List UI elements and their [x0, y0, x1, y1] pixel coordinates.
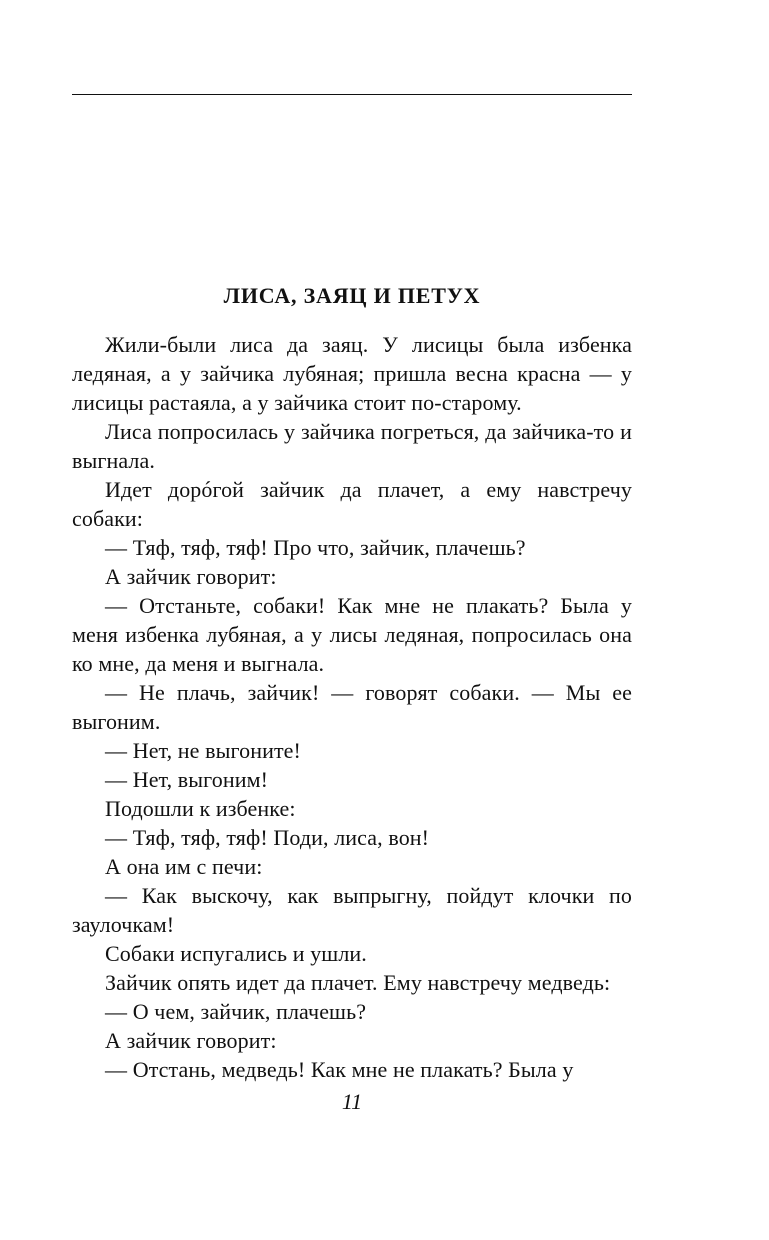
paragraph: Жили-были лиса да заяц. У лисицы была избенка ледяная, а у зайчика лубяная; пришла весна красна — у лисицы растаяла, а у зайчика стоит по-старому. [72, 332, 632, 415]
paragraph: — Тяф, тяф, тяф! Про что, зайчик, плачешь? [105, 535, 526, 560]
paragraph: — Нет, не выгоните! [105, 738, 301, 763]
paragraph: — О чем, зайчик, плачешь? [105, 999, 367, 1024]
paragraph: А зайчик говорит: [105, 1028, 277, 1053]
paragraph: А зайчик говорит: [105, 564, 277, 589]
paragraph: — Нет, выгоним! [105, 767, 269, 792]
story-title: ЛИСА, ЗАЯЦ И ПЕТУХ [223, 283, 481, 308]
paragraph: Зайчик опять идет да плачет. Ему навстречу медведь: [105, 970, 611, 995]
page-number: 11 [341, 1089, 363, 1114]
paragraph: — Отстань, медведь! Как мне не плакать? Была у [105, 1057, 574, 1082]
story-text [72, 330, 632, 1084]
paragraph: — Не плачь, зайчик! — говорят собаки. — Мы ее выгоним. [72, 680, 632, 734]
paragraph: Лиса попросилась у зайчика погреться, да зайчика-то и выгнала. [72, 419, 632, 473]
paragraph: Собаки испугались и ушли. [105, 941, 367, 966]
paragraph: Подошли к избенке: [105, 796, 296, 821]
paragraph: А она им с печи: [105, 854, 263, 879]
paragraph: — Как выскочу, как выпрыгну, пойдут клочки по заулочкам! [72, 883, 632, 937]
paragraph: — Отстаньте, собаки! Как мне не плакать? Была у меня избенка лубяная, а у лисы ледяная, попросилась она ко мне, да меня и выгнала. [72, 593, 632, 676]
paragraph: Идет дорóгой зайчик да плачет, а ему навстречу собаки: [72, 477, 632, 531]
header-rule [72, 94, 632, 95]
paragraph: — Тяф, тяф, тяф! Поди, лиса, вон! [105, 825, 430, 850]
